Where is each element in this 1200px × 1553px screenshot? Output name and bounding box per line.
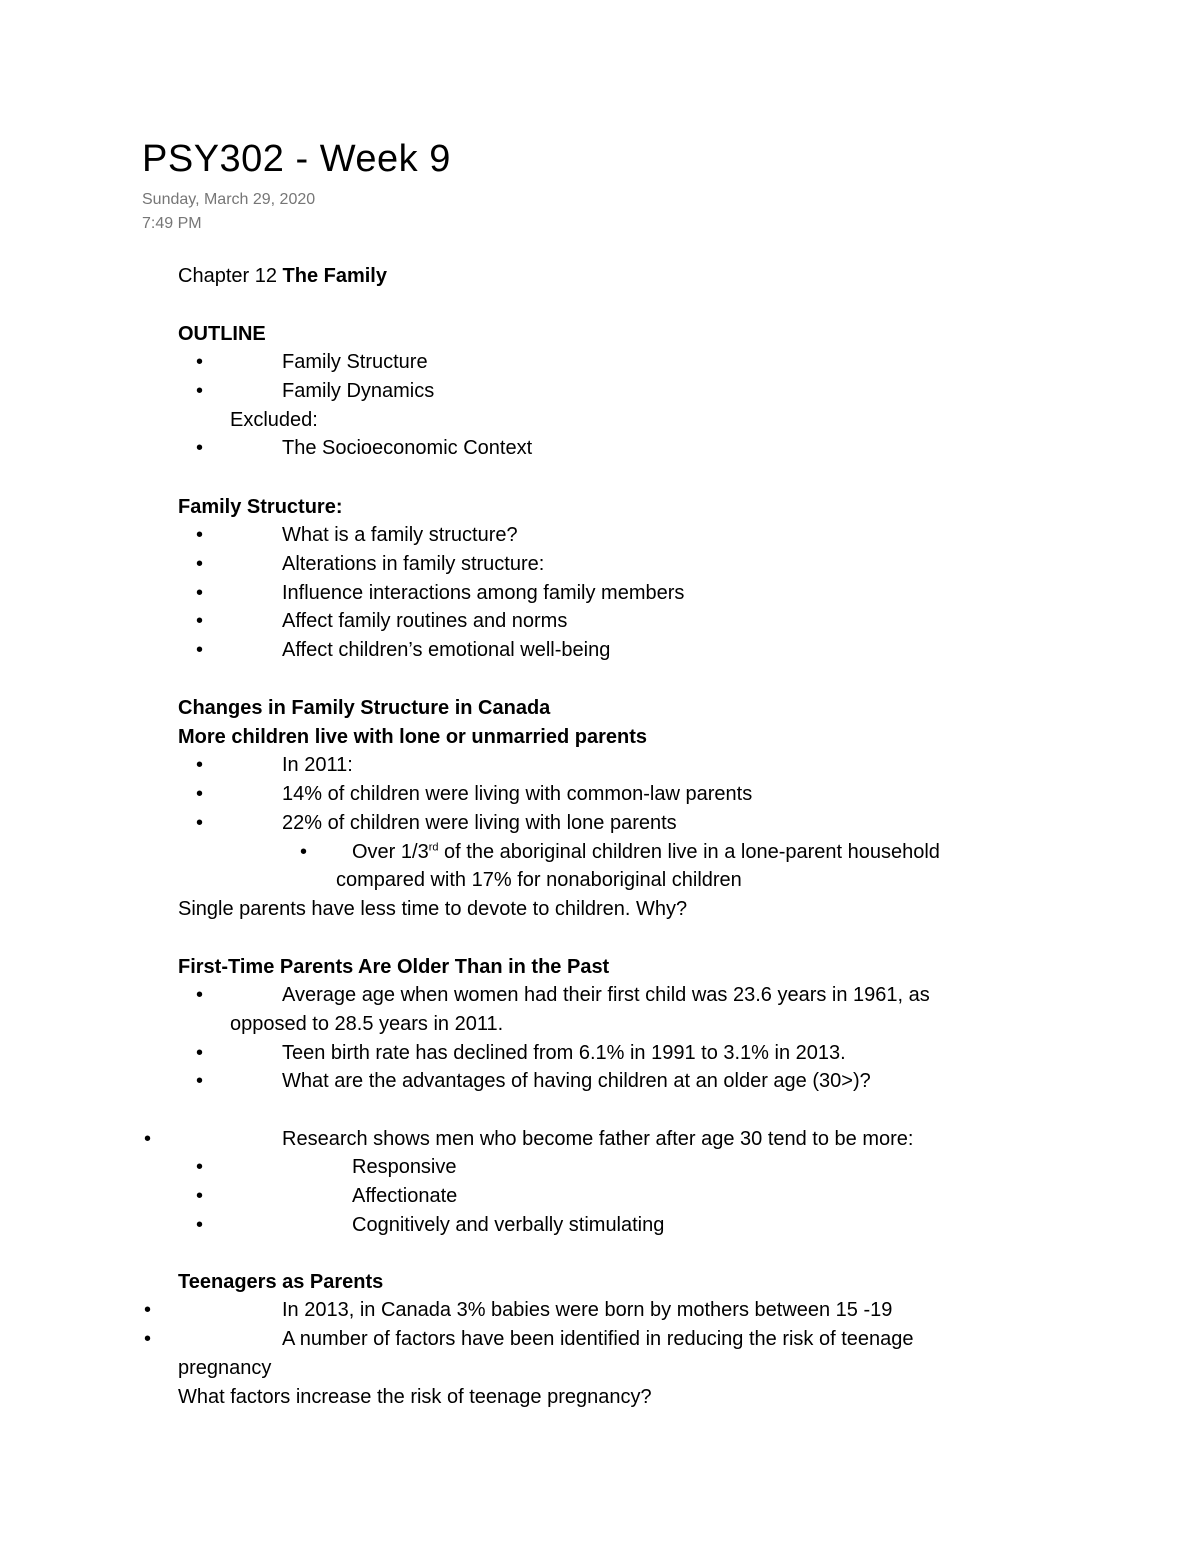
note-date: Sunday, March 29, 2020 [142, 191, 316, 208]
family-structure-item: Affect family routines and norms [282, 610, 568, 632]
bullet-icon: • [196, 1070, 204, 1092]
trait-item: Affectionate [352, 1185, 458, 1207]
bullet-icon: • [196, 812, 204, 834]
outline-excluded-item: The Socioeconomic Context [282, 437, 533, 459]
changes-sub-item [352, 840, 940, 864]
bullet-icon: • [196, 783, 204, 805]
changes-item: In 2011: [282, 754, 353, 776]
bullet-icon: • [144, 1128, 152, 1150]
older-parents-item: Teen birth rate has declined from 6.1% in 1991 to 3.1% in 2013. [282, 1042, 846, 1064]
changes-item: 14% of children were living with common-law parents [282, 783, 753, 805]
sub-item-sup: rd [428, 841, 439, 854]
family-structure-item: Influence interactions among family members [282, 582, 685, 604]
excluded-label: Excluded: [230, 409, 318, 431]
chapter-name: The Family [282, 265, 387, 287]
chapter-heading [178, 264, 387, 288]
bullet-icon: • [196, 437, 204, 459]
bullet-icon: • [196, 1156, 204, 1178]
outline-heading: OUTLINE [178, 323, 266, 345]
trait-item: Responsive [352, 1156, 457, 1178]
sub-item-post: of the aboriginal children live in a lone-parent household [438, 841, 940, 863]
bullet-icon: • [196, 524, 204, 546]
teen-parents-item: In 2013, in Canada 3% babies were born by mothers between 15 -19 [282, 1299, 893, 1321]
older-parents-item-continuation: opposed to 28.5 years in 2011. [230, 1013, 504, 1035]
page-title: PSY302 - Week 9 [142, 138, 451, 180]
family-structure-heading: Family Structure: [178, 496, 343, 518]
older-parents-item: Average age when women had their first child was 23.6 years in 1961, as [282, 984, 930, 1006]
bullet-icon: • [196, 582, 204, 604]
bullet-icon: • [196, 1042, 204, 1064]
teen-parents-item-continuation: pregnancy [178, 1357, 272, 1379]
outline-item: Family Structure [282, 351, 428, 373]
chapter-prefix: Chapter 12 [178, 265, 283, 287]
family-structure-item: What is a family structure? [282, 524, 518, 546]
bullet-icon: • [300, 841, 308, 863]
bullet-icon: • [196, 754, 204, 776]
changes-heading: Changes in Family Structure in Canada [178, 697, 551, 719]
bullet-icon: • [196, 610, 204, 632]
bullet-icon: • [196, 380, 204, 402]
bullet-icon: • [196, 553, 204, 575]
bullet-icon: • [144, 1328, 152, 1350]
teen-parents-heading: Teenagers as Parents [178, 1271, 384, 1293]
family-structure-item: Alterations in family structure: [282, 553, 545, 575]
trait-item: Cognitively and verbally stimulating [352, 1214, 665, 1236]
older-parents-item: What are the advantages of having children at an older age (30>)? [282, 1070, 871, 1092]
older-parents-heading: First-Time Parents Are Older Than in the Past [178, 956, 610, 978]
changes-item: 22% of children were living with lone parents [282, 812, 677, 834]
bullet-icon: • [196, 351, 204, 373]
outline-item: Family Dynamics [282, 380, 435, 402]
bullet-icon: • [196, 1214, 204, 1236]
changes-subheading: More children live with lone or unmarried parents [178, 726, 647, 748]
research-line: Research shows men who become father after age 30 tend to be more: [282, 1128, 914, 1150]
bullet-icon: • [196, 1185, 204, 1207]
bullet-icon: • [196, 639, 204, 661]
changes-sub-item-continuation: compared with 17% for nonaboriginal children [336, 869, 742, 891]
note-time: 7:49 PM [142, 215, 202, 232]
family-structure-item: Affect children’s emotional well-being [282, 639, 611, 661]
bullet-icon: • [196, 984, 204, 1006]
sub-item-pre: Over 1/3 [352, 841, 429, 863]
teen-parents-item: A number of factors have been identified in reducing the risk of teenage [282, 1328, 914, 1350]
changes-note: Single parents have less time to devote to children. Why? [178, 898, 688, 920]
bullet-icon: • [144, 1299, 152, 1321]
teen-parents-question: What factors increase the risk of teenage pregnancy? [178, 1386, 652, 1408]
